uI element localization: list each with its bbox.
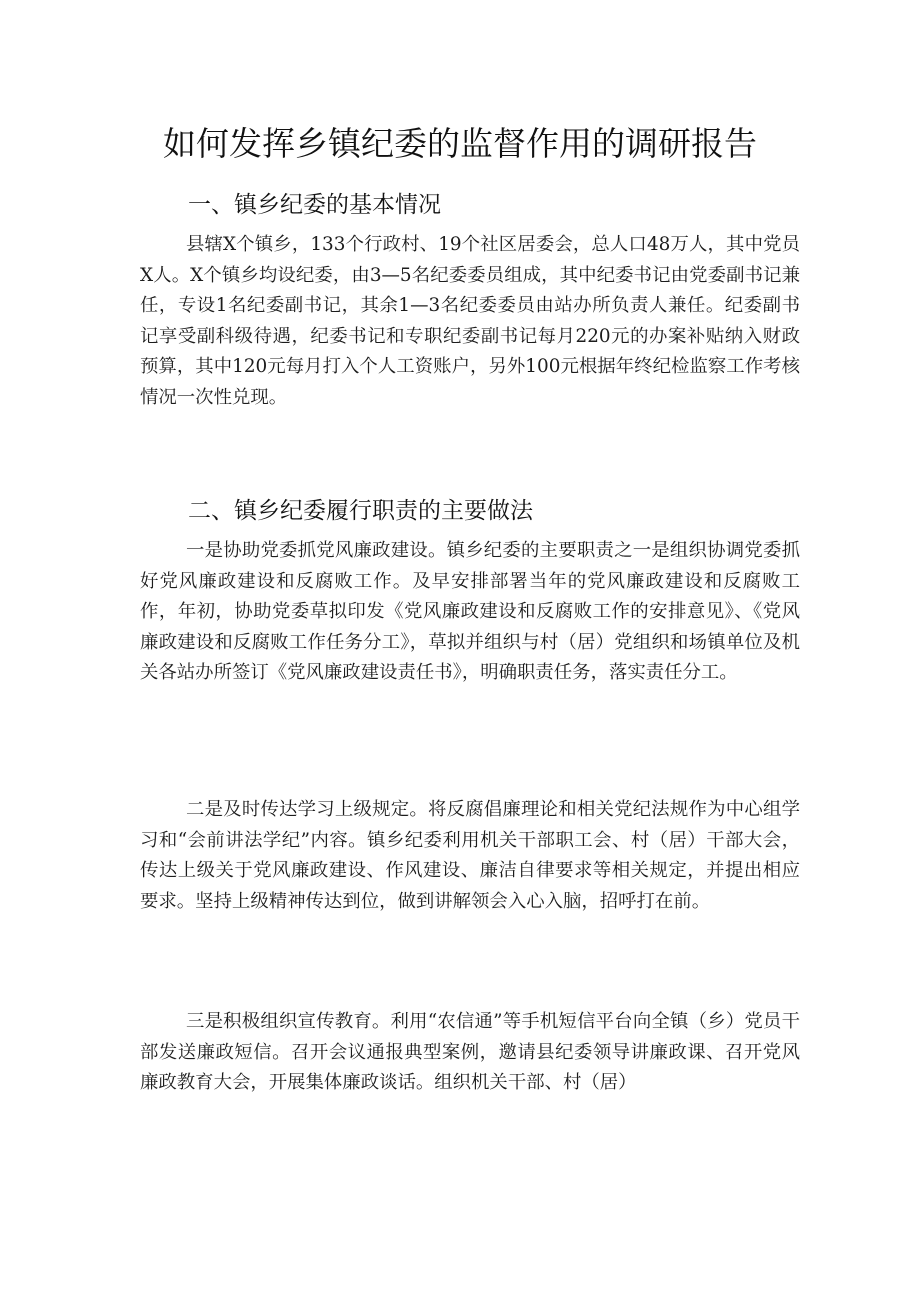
paragraph-lead: 三是积极组织宣传教育。 xyxy=(186,1011,391,1032)
paragraph-basic-situation xyxy=(140,230,800,413)
paragraph-lead: 一是协助党委抓党风廉政建设。 xyxy=(186,540,447,561)
paragraph-text: 将反腐倡廉理论和相关党纪法规作为中心组学习和“会前讲法学纪”内容。镇乡纪委利用机关干部职工会、村（居）干部大会，传达上级关于党风廉政建设、作风建设、廉洁自律要求等相关规定，并提出相应要求。坚持上级精神传达到位，做到讲解领会入心入脑，招呼打在前。 xyxy=(140,799,800,912)
paragraph-text: 县辖X个镇乡，133个行政村、19个社区居委会，总人口48万人，其中党员X人。X个镇乡均设纪委，由3—5名纪委委员组成，其中纪委书记由党委副书记兼任，专设1名纪委副书记，其余1—3名纪委委员由站办所负责人兼任。纪委副书记享受副科级待遇，纪委书记和专职纪委副书记每月220元的办案补贴纳入财政预算，其中120元每月打入个人工资账户，另外100元根据年终纪检监察工作考核情况一次性兑现。 xyxy=(140,234,800,408)
paragraph-practice-2 xyxy=(140,795,800,917)
paragraph-practice-1 xyxy=(140,536,800,689)
paragraph-text: 利用“农信通”等手机短信平台向全镇（乡）党员干部发送廉政短信。召开会议通报典型案例，邀请县纪委领导讲廉政课、召开党风廉政教育大会，开展集体廉政谈话。组织机关干部、村（居） xyxy=(140,1011,800,1093)
section-heading-main-practices: 二、镇乡纪委履行职责的主要做法 xyxy=(188,498,533,524)
paragraph-text: 镇乡纪委的主要职责之一是组织协调党委抓好党风廉政建设和反腐败工作。及早安排部署当年的党风廉政建设和反腐败工作，年初，协助党委草拟印发《党风廉政建设和反腐败工作的安排意见》、《党风廉政建设和反腐败工作任务分工》，草拟并组织与村（居）党组织和场镇单位及机关各站办所签订《党风廉政建设责任书》，明确职责任务，落实责任分工。 xyxy=(140,540,800,683)
document-title: 如何发挥乡镇纪委的监督作用的调研报告 xyxy=(163,124,757,163)
paragraph-practice-3 xyxy=(140,1007,800,1099)
section-heading-basic-situation: 一、镇乡纪委的基本情况 xyxy=(188,192,441,218)
paragraph-lead: 二是及时传达学习上级规定。 xyxy=(186,799,428,820)
